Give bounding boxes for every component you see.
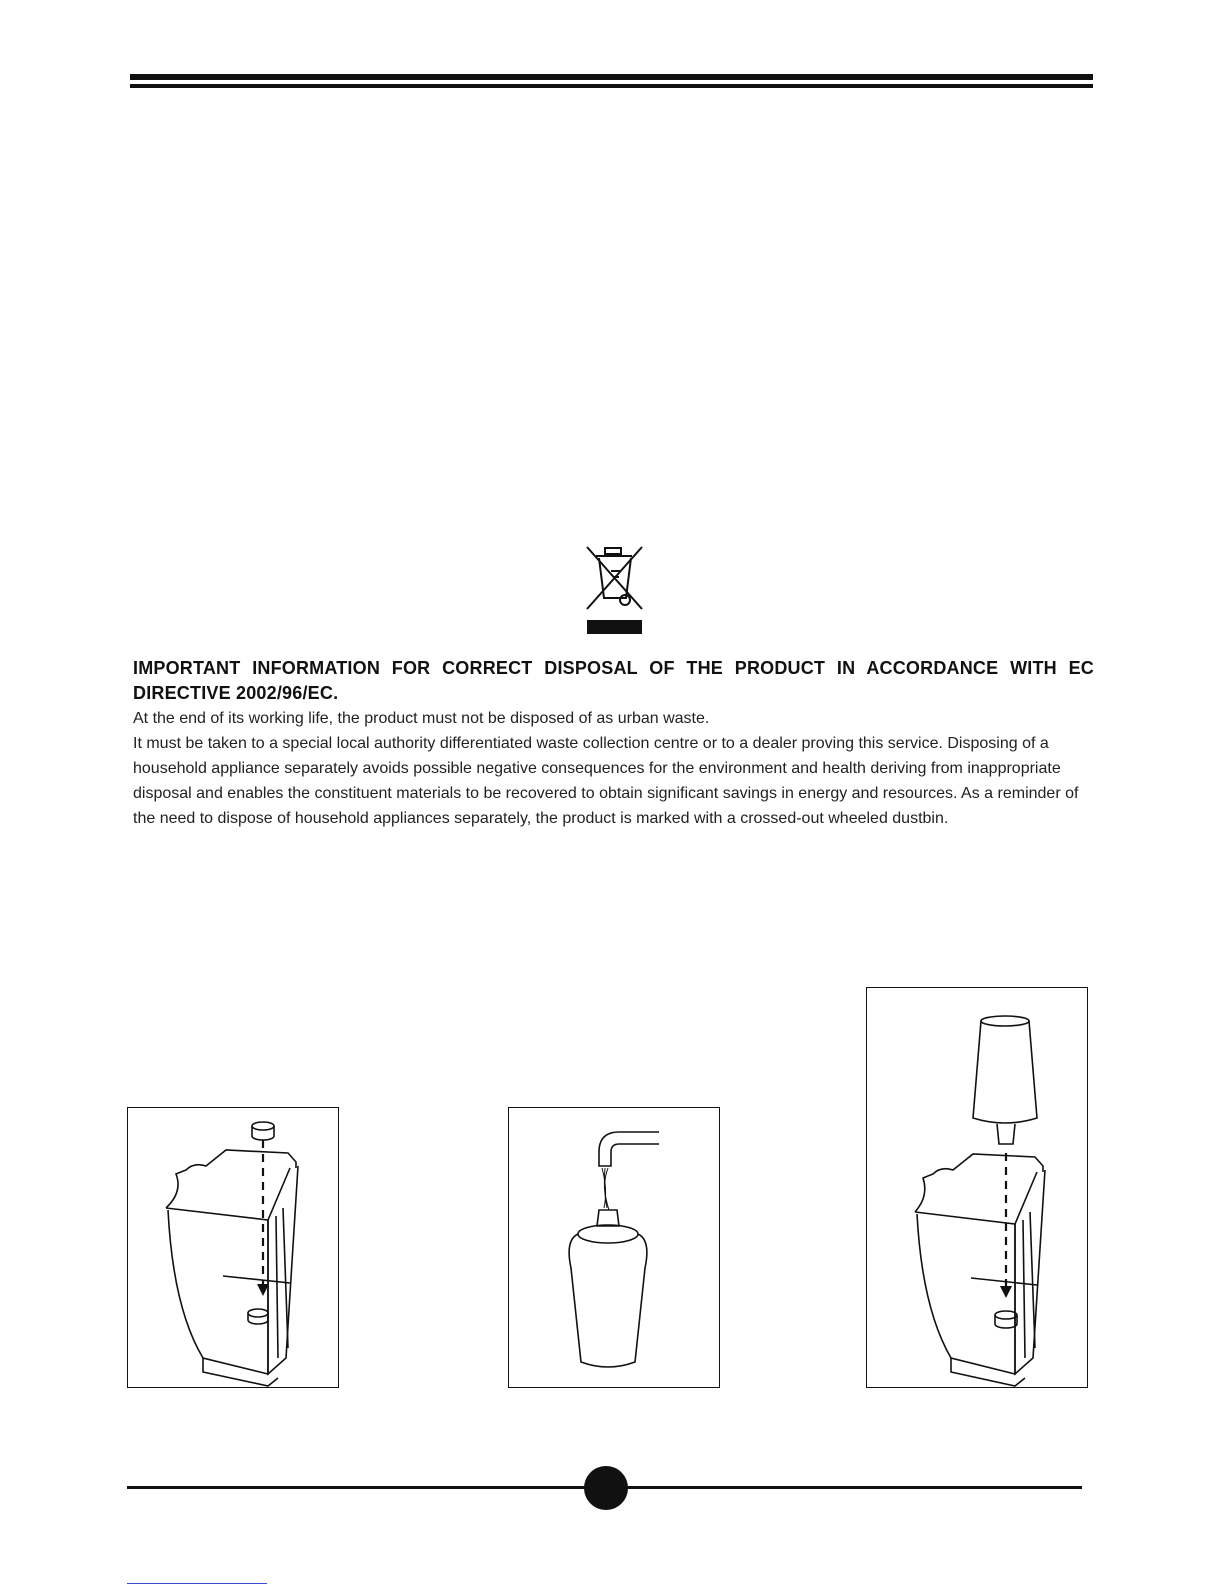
disposal-notice bbox=[133, 656, 1094, 831]
notice-line-1: At the end of its working life, the product must not be disposed of as urban waste. bbox=[133, 710, 710, 727]
figure-insert-filter bbox=[866, 987, 1088, 1388]
page-number-dot bbox=[584, 1466, 628, 1510]
figure-rinse-filter bbox=[508, 1107, 720, 1388]
filter-rinse-illustration bbox=[509, 1108, 721, 1389]
notice-heading: IMPORTANT INFORMATION FOR CORRECT DISPOSAL OF THE PRODUCT IN ACCORDANCE WITH EC DIRECTIVE 2002/96/EC. bbox=[133, 658, 1094, 703]
figure-remove-filter bbox=[127, 1107, 339, 1388]
header-rule-thin bbox=[130, 84, 1093, 88]
link-underline bbox=[127, 1583, 267, 1584]
crossed-out-wheeled-bin-icon bbox=[580, 541, 650, 641]
water-tank-remove-filter-illustration bbox=[128, 1108, 340, 1389]
header-rule-thick bbox=[130, 74, 1093, 80]
water-tank-insert-filter-illustration bbox=[867, 988, 1089, 1389]
notice-line-2: It must be taken to a special local authority differentiated waste collection centre or to a dealer proving this service. Disposing of a household appliance separately avoids possible negative consequences for the environment and health deriving from inappropriate disposal and enables the constituent materials to be recovered to obtain significant savings in energy and resources. As a reminder of the need to dispose of household appliances separately, the product is marked with a crossed-out wheeled dustbin. bbox=[133, 735, 1079, 827]
